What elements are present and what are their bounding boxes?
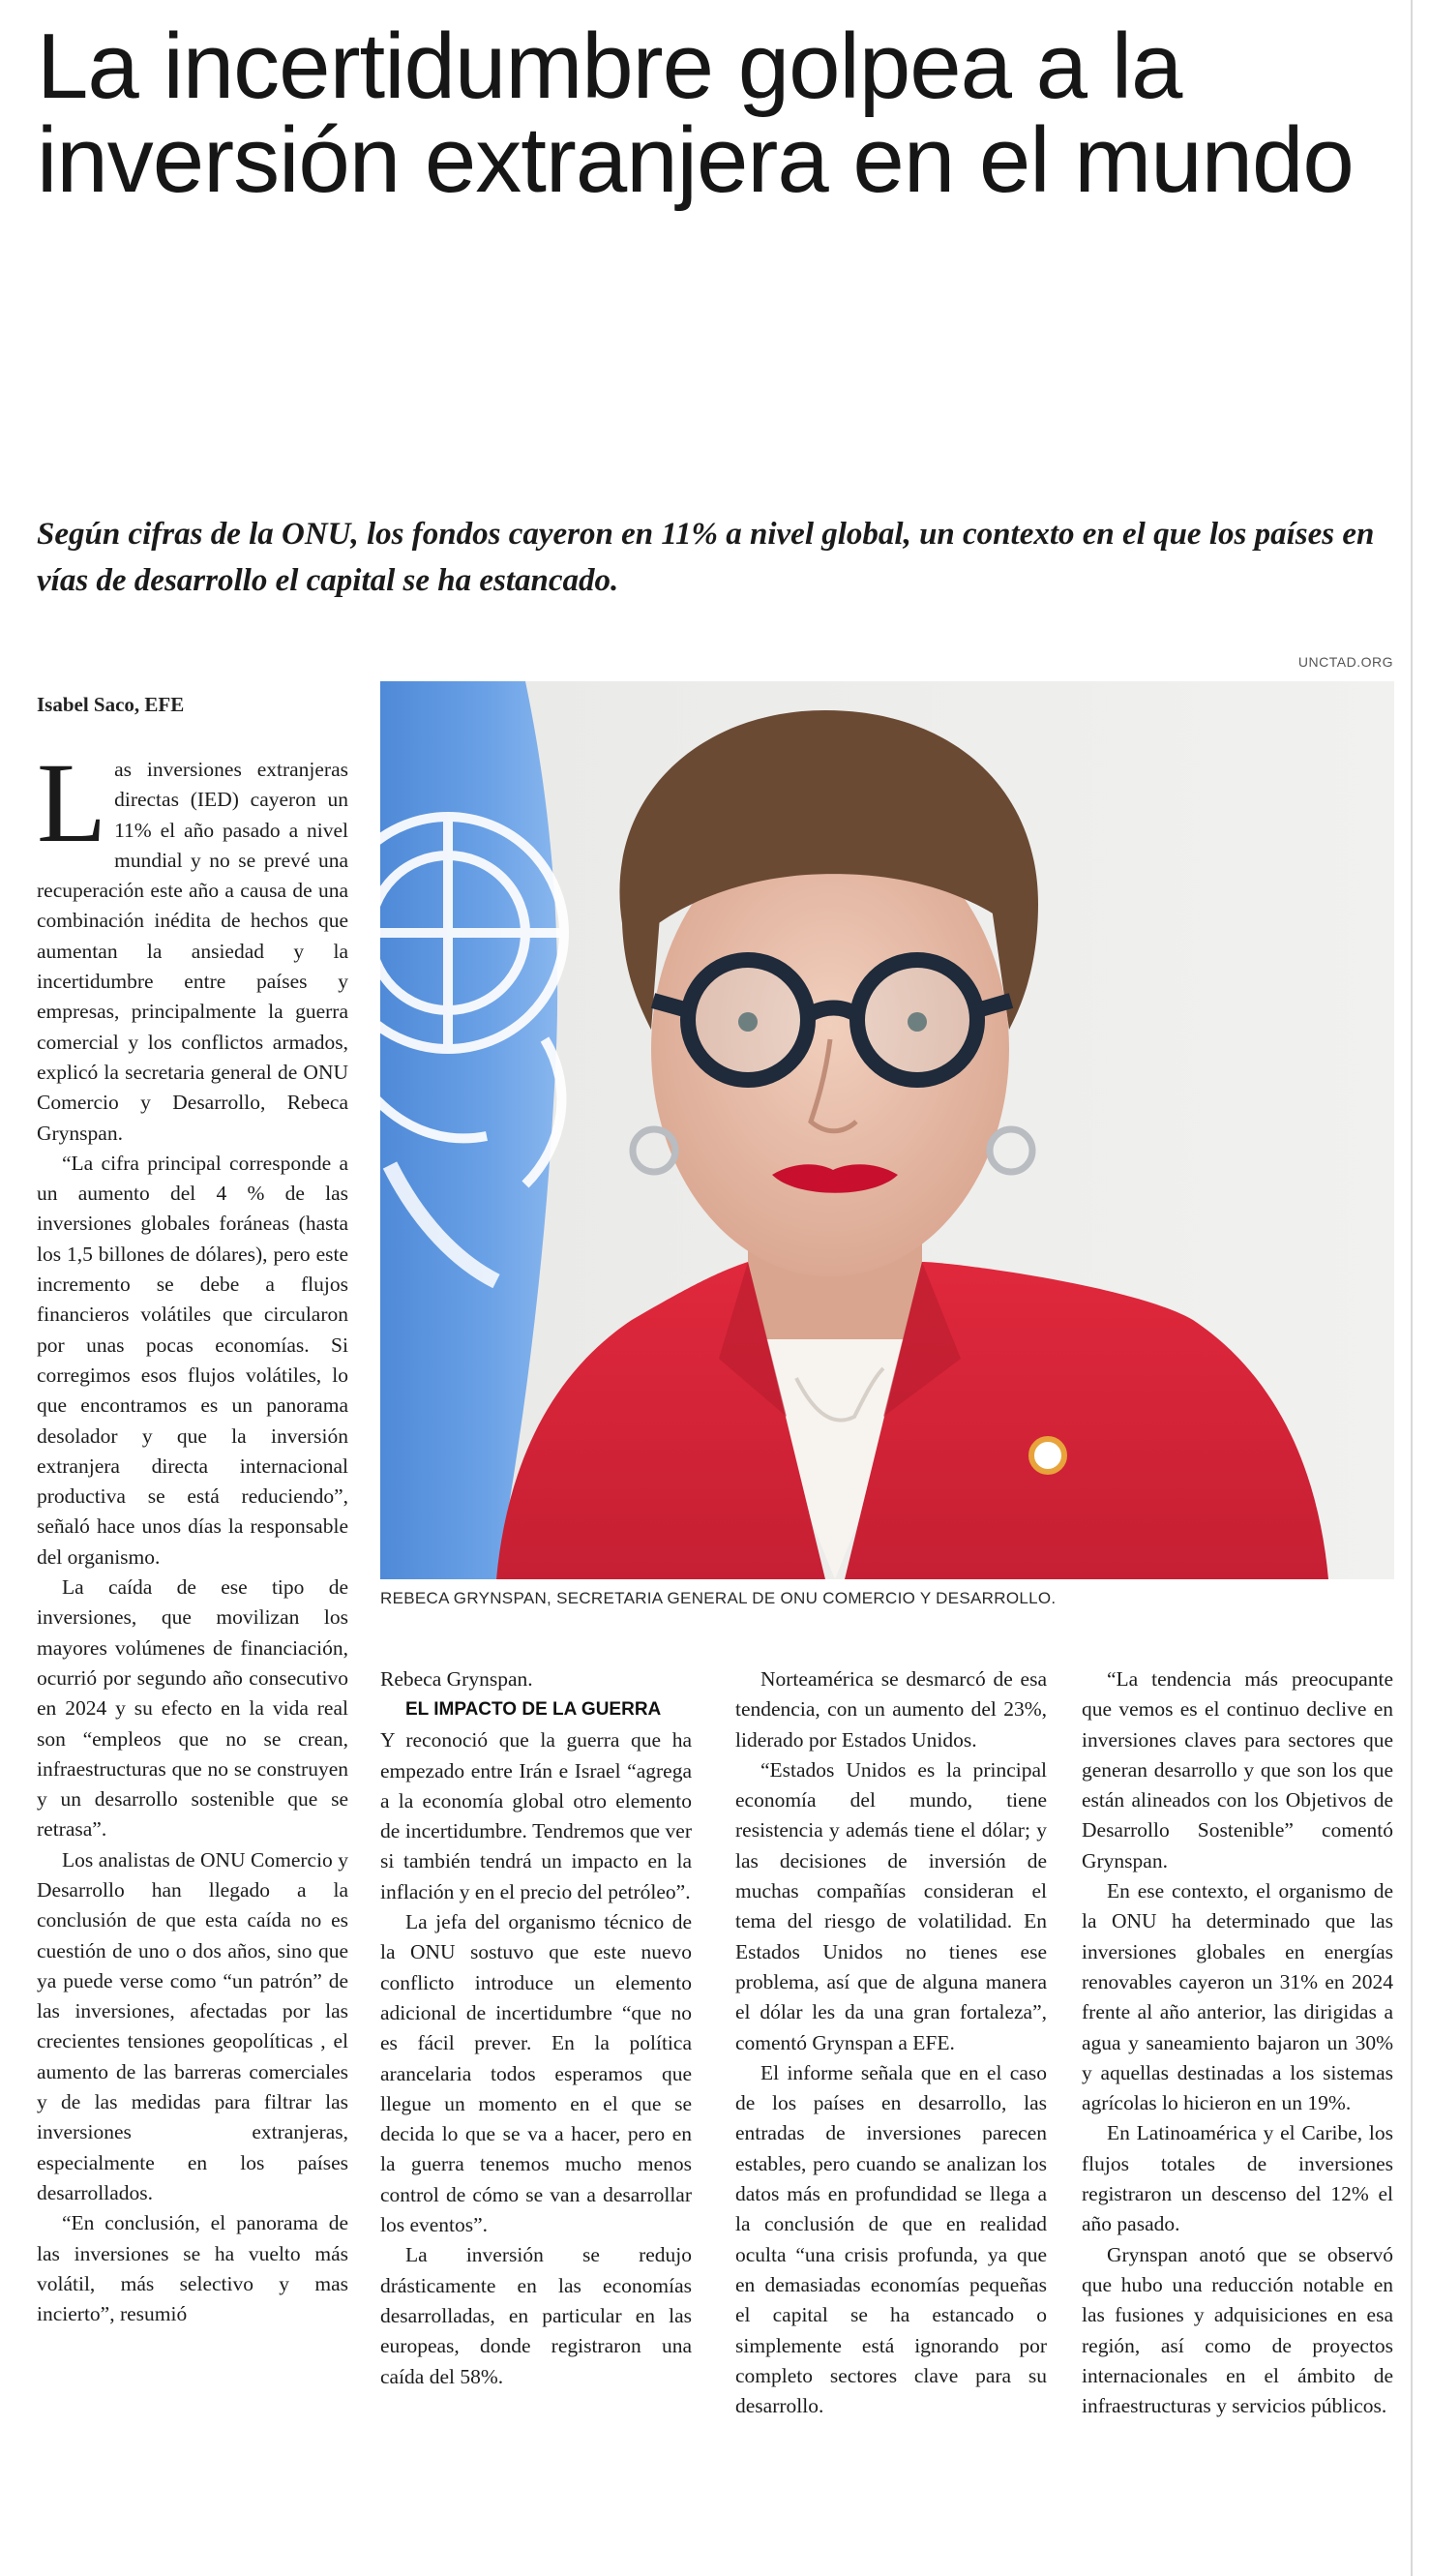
paragraph: La caída de ese tipo de inversiones, que movilizan los mayores volúmenes de financiación, ocurrió por segundo año consecutivo en 2024 y su efecto en la vida real son “empleos que no se crean, infraestructuras que no se construyen y un desarrollo sostenible que se retrasa”. — [37, 1575, 348, 1842]
paragraph: “Estados Unidos es la principal economía del mundo, tiene resistencia y además tiene el dólar; y las decisiones de inversión de muchas compañías consideran el tema del riesgo de volatilidad. En Estados Unidos no tienes ese problema, así que de alguna manera el dólar les da una gran fortaleza”, comentó Grynspan a EFE. — [735, 1757, 1047, 2054]
paragraph: Rebeca Grynspan. — [380, 1667, 533, 1691]
portrait-photo — [380, 681, 1394, 1579]
photo-credit: UNCTAD.ORG — [1297, 654, 1393, 670]
column-3 — [735, 1664, 1047, 2421]
portrait-illustration — [380, 681, 1394, 1579]
paragraph: Las inversiones extranjeras directas (IED) cayeron un 11% el año pasado a nivel mundial y no se prevé una recuperación este año a causa de una combinación inédita de hechos que aumentan la ansiedad y la incertidumbre entre países y empresas, principalmente la guerra comercial y los conflictos armados, explicó la secretaria general de ONU Comercio y Desarrollo, Rebeca Grynspan. — [37, 739, 348, 1145]
paragraph: La inversión se redujo drásticamente en las economías desarrolladas, en particular en las europeas, donde registraron una caída del 58%. — [380, 2243, 692, 2388]
paragraph: En Latinoamérica y el Caribe, los flujos totales de inversiones registraron un descenso del 12% el año pasado. — [1082, 2121, 1393, 2236]
sdg-pin — [1031, 1439, 1064, 1472]
paragraph: El informe señala que en el caso de los países en desarrollo, las entradas de inversiones parecen estables, pero cuando se analizan los datos más en profundidad se llega a la conclusión de que en realidad oculta “una crisis profunda, ya que en demasiadas economías pequeñas el capital se ha estancado o simplemente está ignorando por completo sectores clave para su desarrollo. — [735, 2060, 1047, 2418]
paragraph: Grynspan anotó que se observó que hubo una reducción notable en las fusiones y adquisiciones en esa región, así como de proyectos internacionales en el ámbito de infraestructuras y servicios públicos. — [1082, 2242, 1393, 2418]
column-1 — [37, 739, 348, 2329]
byline: Isabel Saco, EFE — [37, 693, 185, 716]
section-heading: EL IMPACTO DE LA GUERRA — [405, 1699, 662, 1721]
column-4 — [1082, 1664, 1393, 2421]
paragraph: “La cifra principal corresponde a un aumento del 4 % de las inversiones globales foráneas (hasta los 1,5 billones de dólares), pero este incremento se debe a flujos financieros volátiles que circularon por unas pocas economías. Si corregimos esos flujos volátiles, lo que encontramos es un panorama desolador y que la inversión extranjera directa internacional productiva se está reduciendo”, señaló hace unos días la responsable del organismo. — [37, 1151, 348, 1569]
paragraph: “La tendencia más preocupante que vemos es el continuo declive en inversiones claves para sectores que generan desarrollo y que son los que están alineados con los Objetivos de Desarrollo Sostenible” comentó Grynspan. — [1082, 1667, 1393, 1872]
paragraph: Y reconoció que la guerra que ha empezado entre Irán e Israel “agrega a la economía global otro elemento de incertidumbre. Tendremos que ver si también tendrá un impacto en la inflación y en el precio del petróleo”. — [380, 1728, 692, 1903]
subheadline: Según cifras de la ONU, los fondos cayeron en 11% a nivel global, un contexto en el que los países en vías de desarrollo el capital se ha estancado. — [37, 517, 1375, 598]
dropcap: L — [37, 739, 107, 866]
page-edge-line — [1411, 0, 1413, 2576]
paragraph: Los analistas de ONU Comercio y Desarrollo han llegado a la conclusión de que esta caída no es cuestión de uno o dos años, sino que ya puede verse como “un patrón” de las inversiones, afectadas por las crecientes tensiones geopolíticas , el aumento de las barreras comerciales y de las medidas para filtrar las inversiones extranjeras, especialmente en los países desarrollados. — [37, 1847, 348, 2204]
paragraph: En ese contexto, el organismo de la ONU ha determinado que las inversiones globales en energías renovables cayeron un 31% en 2024 frente al año anterior, las dirigidas a agua y saneamiento bajaron un 30% y aquellas destinadas a los sistemas agrícolas lo hicieron en un 19%. — [1082, 1879, 1393, 2115]
column-2 — [380, 1664, 692, 2392]
paragraph: La jefa del organismo técnico de la ONU sostuvo que este nuevo conflicto introduce un elemento adicional de incertidumbre “que no es fácil prever. En la política arancelaria todos esperamos que llegue un momento en el que se decida lo que se va a hacer, pero en la guerra tenemos mucho menos control de cómo se van a desarrollar los eventos”. — [380, 1910, 692, 2237]
paragraph: “En conclusión, el panorama de las inversiones se ha vuelto más volátil, más selectivo y mas incierto”, resumió — [37, 2211, 348, 2326]
headline: La incertidumbre golpea a la inversión extranjera en el mundo — [37, 15, 1354, 212]
photo-caption: REBECA GRYNSPAN, SECRETARIA GENERAL DE ONU COMERCIO Y DESARROLLO. — [380, 1589, 1057, 1607]
paragraph: Norteamérica se desmarcó de esa tendencia, con un aumento del 23%, liderado por Estados Unidos. — [735, 1667, 1047, 1752]
